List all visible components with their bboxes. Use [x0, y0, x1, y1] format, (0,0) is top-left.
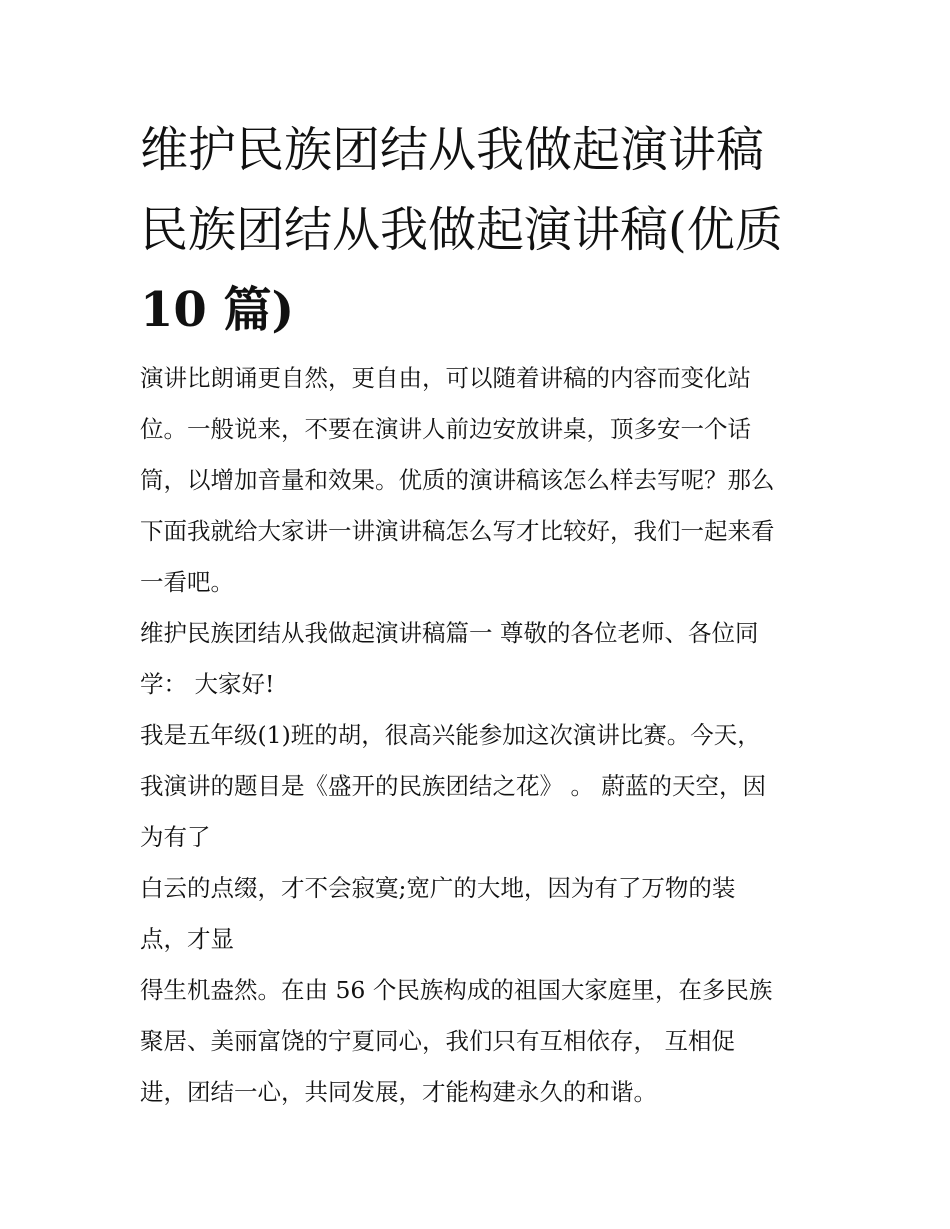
- body-line: 一看吧。: [140, 568, 234, 596]
- body-line: 点，才显: [140, 925, 234, 953]
- document-title: [140, 110, 840, 350]
- body-line: 白云的点缀，才不会寂寞;宽广的大地，因为有了万物的装: [140, 874, 736, 902]
- body-line: 为有了: [140, 823, 211, 851]
- body-line: 聚居、美丽富饶的宁夏同心，我们只有互相依存， 互相促: [140, 1027, 735, 1055]
- body-line: 得生机盎然。在由 56 个民族构成的祖国大家庭里，在多民族: [140, 976, 773, 1004]
- body-line: 筒，以增加音量和效果。优质的演讲稿该怎么样去写呢？那么: [140, 466, 775, 494]
- body-line: 进，团结一心，共同发展，才能构建永久的和谐。: [140, 1078, 657, 1106]
- body-line: 我是五年级(1)班的胡，很高兴能参加这次演讲比赛。今天，: [140, 721, 761, 749]
- title-line-1: 维护民族团结从我做起演讲稿: [140, 122, 765, 178]
- document-body: [140, 353, 820, 1118]
- body-line: 我演讲的题目是《盛开的民族团结之花》 。 蔚蓝的天空，因: [140, 772, 766, 800]
- body-line: 下面我就给大家讲一讲演讲稿怎么写才比较好，我们一起来看: [140, 517, 775, 545]
- title-line-2: 民族团结从我做起演讲稿(优质: [140, 202, 783, 258]
- body-line: 演讲比朗诵更自然，更自由，可以随着讲稿的内容而变化站: [140, 364, 751, 392]
- body-line: 位。一般说来，不要在演讲人前边安放讲桌，顶多安一个话: [140, 415, 751, 443]
- body-line: 学： 大家好!: [140, 670, 275, 698]
- body-line: 维护民族团结从我做起演讲稿篇一 尊敬的各位老师、各位同: [140, 619, 759, 647]
- title-line-3: 10 篇): [140, 282, 295, 338]
